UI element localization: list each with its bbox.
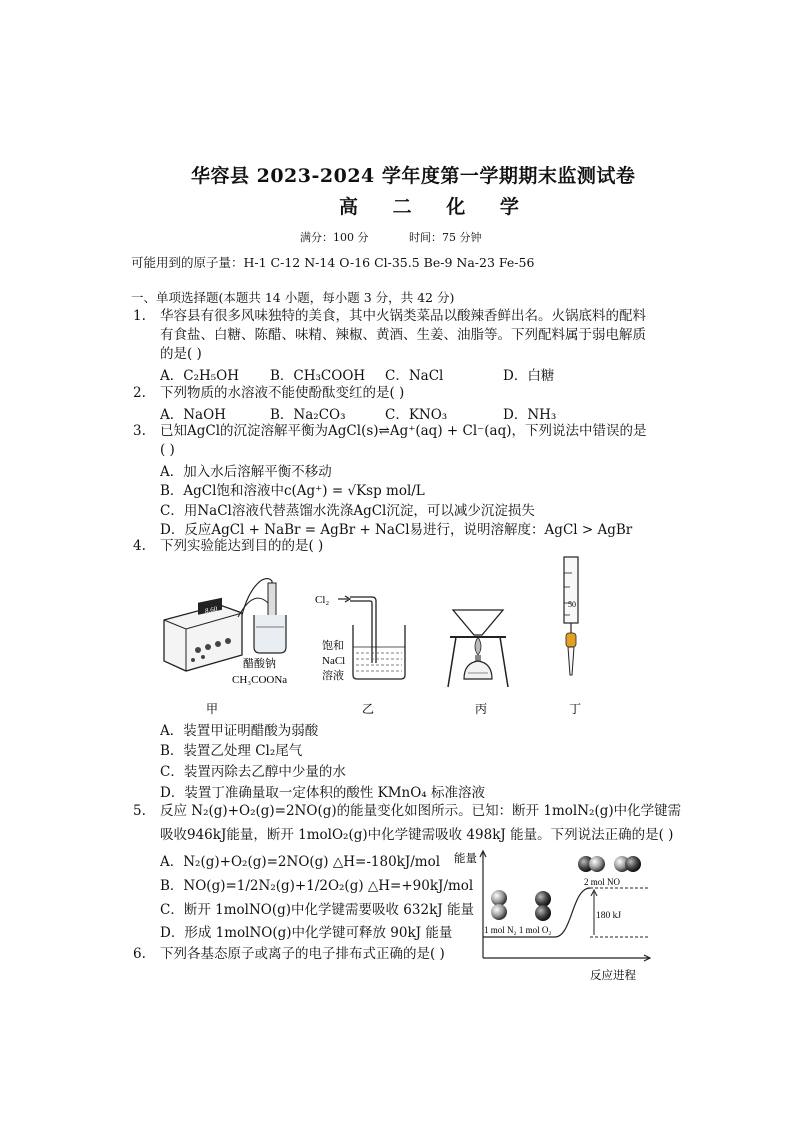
- meter-reading: 8.60: [205, 604, 218, 616]
- energy-diagram: [450, 848, 660, 983]
- question-number: 4.: [133, 538, 146, 554]
- question-stem: 的是( ): [160, 346, 202, 362]
- product-label: 2 mol NO: [584, 877, 620, 887]
- option-d[interactable]: D．装置丁准确量取一定体积的酸性 KMnO₄ 标准溶液: [160, 785, 485, 801]
- option-a[interactable]: A．C₂H₅OH: [160, 368, 240, 384]
- evaporation-apparatus-icon: [448, 610, 508, 687]
- apparatus-figure: [150, 555, 610, 720]
- option-b[interactable]: B．CH₃COOH: [270, 368, 366, 384]
- question-number: 6.: [133, 946, 146, 962]
- atomic-masses: 可能用到的原子量：H-1 C-12 N-14 O-16 Cl-35.5 Be-9 Na-23 Fe-56: [131, 255, 535, 270]
- burette-mark: 50: [568, 600, 576, 609]
- caption-jia: 甲: [206, 702, 219, 716]
- option-b[interactable]: B．Na₂CO₃: [270, 407, 346, 423]
- question-number: 1.: [133, 308, 146, 324]
- option-c[interactable]: C．装置丙除去乙醇中少量的水: [160, 764, 346, 780]
- subject-title: 高 二 化 学: [339, 196, 533, 218]
- caption-bing: 丙: [475, 702, 488, 716]
- question-stem: 已知AgCl的沉淀溶解平衡为AgCl(s)⇌Ag⁺(aq) + Cl⁻(aq)，下列说法中错误的是: [160, 423, 647, 439]
- question-stem: 华容县有很多风味独特的美食，其中火锅类菜品以酸辣香鲜出名。火锅底料的配料: [160, 308, 646, 324]
- question-stem: 反应 N₂(g)+O₂(g)=2NO(g)的能量变化如图所示。已知：断开 1molN₂(g)中化学键需: [160, 803, 682, 819]
- option-d[interactable]: D．白糖: [503, 368, 555, 384]
- option-a[interactable]: A．NaOH: [160, 407, 226, 423]
- exam-title: 华容县 2023-2024 学年度第一学期期末监测试卷: [191, 165, 636, 187]
- question-stem: 下列物质的水溶液不能使酚酞变红的是( ): [160, 385, 405, 401]
- full-score: 满分：100 分: [300, 231, 369, 244]
- yi-label-1: 饱和: [322, 640, 344, 652]
- question-stem: 吸收946kJ能量，断开 1molO₂(g)中化学键需吸收 498kJ 能量。下列说法正确的是( ): [160, 827, 674, 843]
- question-stem: 有食盐、白糖、陈醋、味精、辣椒、黄酒、生姜、油脂等。下列配料属于弱电解质: [160, 327, 646, 343]
- jia-label-2: CH₃COONa: [232, 674, 288, 686]
- jia-label-1: 醋酸钠: [243, 658, 276, 670]
- n2-molecule-icon: [491, 890, 507, 920]
- option-a[interactable]: A．N₂(g)+O₂(g)=2NO(g) △H=-180kJ/mol: [160, 854, 441, 870]
- question-number: 5.: [133, 803, 146, 819]
- question-stem: 下列各基态原子或离子的电子排布式正确的是( ): [160, 946, 445, 962]
- no-molecule-icon: [614, 856, 641, 872]
- answer-paren: ( ): [160, 442, 175, 458]
- time-limit: 时间：75 分钟: [409, 231, 482, 244]
- option-c[interactable]: C．断开 1molNO(g)中化学键需要吸收 632kJ 能量: [160, 902, 474, 918]
- option-a[interactable]: A．装置甲证明醋酸为弱酸: [160, 723, 319, 739]
- option-b[interactable]: B．NO(g)=1/2N₂(g)+1/2O₂(g) △H=+90kJ/mol: [160, 878, 474, 894]
- option-c[interactable]: C．NaCl: [385, 368, 444, 384]
- delta-h-label: 180 kJ: [596, 911, 622, 921]
- yi-label-2: NaCl: [322, 655, 346, 667]
- option-c[interactable]: C．KNO₃: [385, 407, 448, 423]
- question-stem: 下列实验能达到目的的是( ): [160, 538, 324, 554]
- o2-molecule-icon: [535, 891, 551, 921]
- reactants-label: 1 mol N₂ 1 mol O₂: [484, 925, 552, 935]
- section-title: 一、单项选择题(本题共 14 小题，每小题 3 分，共 42 分): [131, 290, 455, 305]
- x-axis-label: 反应进程: [590, 970, 636, 982]
- question-number: 3.: [133, 423, 146, 439]
- caption-yi: 乙: [362, 702, 375, 716]
- option-b[interactable]: B．AgCl饱和溶液中c(Ag⁺) = √Ksp mol/L: [160, 483, 425, 499]
- option-d[interactable]: D．形成 1molNO(g)中化学键可释放 90kJ 能量: [160, 925, 453, 941]
- beaker-icon: [338, 596, 405, 679]
- option-b[interactable]: B．装置乙处理 Cl₂尾气: [160, 743, 303, 759]
- caption-ding: 丁: [569, 702, 582, 716]
- option-d[interactable]: D．反应AgCl + NaBr = AgBr + NaCl易进行，说明溶解度：AgCl > AgBr: [160, 522, 633, 538]
- question-number: 2.: [133, 385, 146, 401]
- yi-gas-label: Cl₂: [315, 594, 330, 606]
- option-c[interactable]: C．用NaCl溶液代替蒸馏水洗涤AgCl沉淀，可以减少沉淀损失: [160, 503, 535, 519]
- option-a[interactable]: A．加入水后溶解平衡不移动: [160, 464, 332, 480]
- burette-icon: [564, 557, 578, 675]
- option-d[interactable]: D．NH₃: [503, 407, 557, 423]
- no-molecule-icon: [578, 856, 605, 872]
- yi-label-3: 溶液: [322, 670, 344, 682]
- y-axis-label: 能量: [454, 853, 477, 865]
